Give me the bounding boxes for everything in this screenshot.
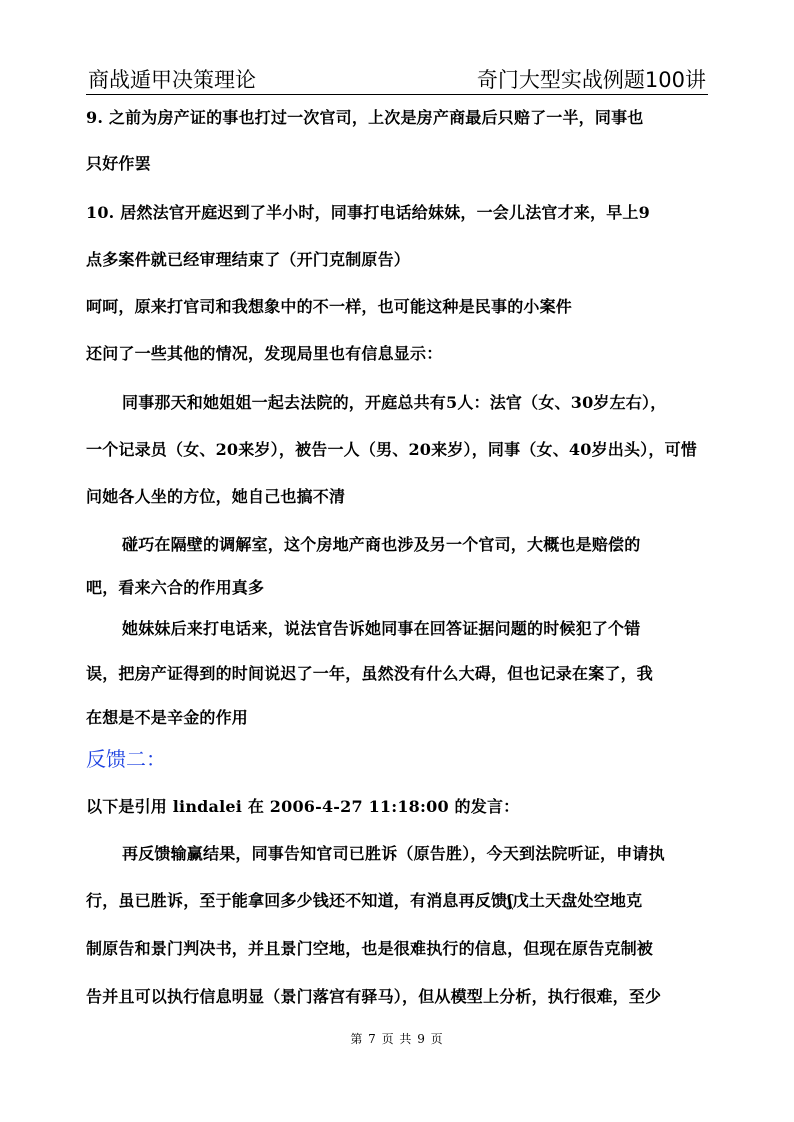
text-line: 制原告和景门判决书，并且景门空地，也是很难执行的信息，但现在原告克制被 bbox=[86, 939, 654, 958]
header-title-left: 商战遁甲决策理论 bbox=[88, 68, 256, 92]
text-line: 点多案件就已经审理结束了（开门克制原告） bbox=[86, 250, 411, 269]
text-line: 在想是不是辛金的作用 bbox=[86, 708, 249, 727]
text-line: 还问了一些其他的情况，发现局里也有信息显示： bbox=[86, 344, 443, 363]
text-line: 同事那天和她姐姐一起去法院的，开庭总共有5人：法官（女、30岁左右）， bbox=[122, 393, 667, 412]
text-line: 9. 之前为房产证的事也打过一次官司，上次是房产商最后只赔了一半，同事也 bbox=[86, 108, 644, 127]
text-line: 一个记录员（女、20来岁），被告一人（男、20来岁），同事（女、40岁出头），可惜 bbox=[86, 440, 697, 459]
page-header bbox=[86, 62, 708, 95]
text-line: 吧，看来六合的作用真多 bbox=[86, 578, 265, 597]
text-line: 她妹妹后来打电话来，说法官告诉她同事在回答证据问题的时候犯了个错 bbox=[122, 619, 641, 638]
text-line: 10. 居然法官开庭迟到了半小时，同事打电话给妹妹，一会儿法官才来，早上9 bbox=[86, 203, 650, 222]
text-line: 问她各人坐的方位，她自己也搞不清 bbox=[86, 487, 346, 506]
page-footer: 第 7 页 共 9 页 bbox=[350, 1032, 444, 1046]
text-line: 以下是引用 lindalei 在 2006-4-27 11:18:00 的发言： bbox=[86, 797, 520, 816]
text-line: 呵呵，原来打官司和我想象中的不一样，也可能这种是民事的小案件 bbox=[86, 297, 573, 316]
text-line: 碰巧在隔壁的调解室，这个房地产商也涉及另一个官司，大概也是赔偿的 bbox=[122, 535, 641, 554]
section-heading: 反馈二： bbox=[86, 747, 166, 771]
text-line: 只好作罢 bbox=[86, 154, 151, 173]
text-line: 行，虽已胜诉，至于能拿回多少钱还不知道，有消息再反馈ʆ戊土天盘处空地克 bbox=[86, 891, 643, 910]
text-line: 误，把房产证得到的时间说迟了一年，虽然没有什么大碍，但也记录在案了，我 bbox=[86, 664, 654, 683]
text-line: 再反馈输赢结果，同事告知官司已胜诉（原告胜），今天到法院听证，申请执 bbox=[122, 844, 665, 863]
header-title-right: 奇门大型实战例题100讲 bbox=[476, 68, 706, 92]
text-line: 告并且可以执行信息明显（景门落宫有驿马），但从模型上分析，执行很难，至少 bbox=[86, 987, 662, 1006]
